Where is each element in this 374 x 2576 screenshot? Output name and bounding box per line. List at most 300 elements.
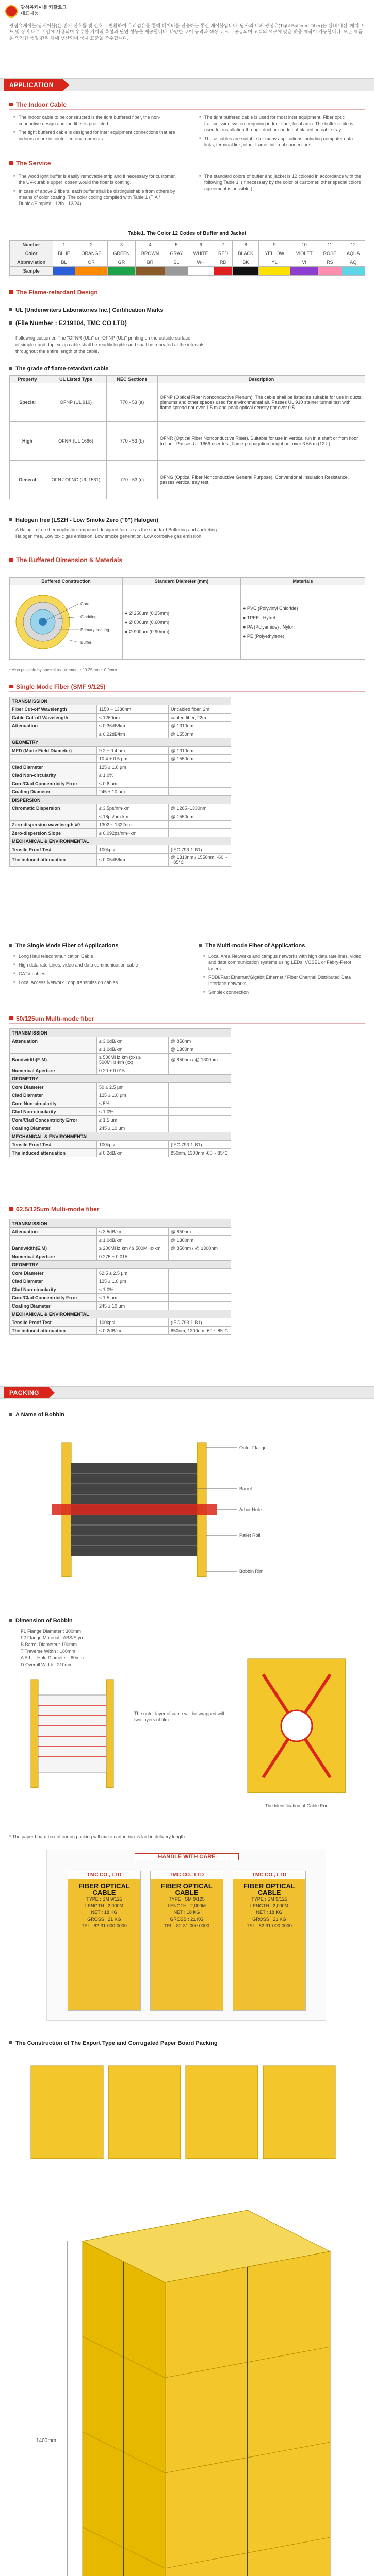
spec-row: [10, 1277, 231, 1285]
spec-row: [10, 705, 231, 714]
bobbin-label: Pallet Roll: [239, 1533, 261, 1538]
spec-cell: Uncabled fiber, 2m: [169, 705, 231, 714]
spec-cell: @ 850nm: [169, 1228, 231, 1236]
spec-group-row: [10, 1075, 231, 1083]
service-left-list: [13, 173, 178, 209]
handle-with-care: HANDLE WITH CARE: [135, 1853, 239, 1860]
spec-cell: ≤ 0.2dB/km: [97, 1327, 169, 1335]
grade-header: NEC Sections: [107, 376, 158, 383]
spec-row: [10, 1327, 231, 1335]
box-title: FIBER OPTICAL CABLE: [161, 1882, 213, 1896]
spec-cell: Tensile Proof Test: [10, 845, 97, 854]
spec-cell: Coating Diameter: [10, 1302, 97, 1310]
spec-row: [10, 714, 231, 722]
spec-cell: [169, 779, 231, 788]
spec-cell: Attenuation: [10, 1037, 97, 1045]
spec-cell: [169, 1252, 231, 1261]
spec-group-name: MECHANICAL & ENVIRONMENTAL: [10, 1310, 231, 1318]
row-label: Color: [10, 249, 53, 258]
halogen-line: A Halogen free thermoplastic compound designed for use as the standard Buffering and Jacketing.: [15, 527, 218, 532]
grade-header: Property: [10, 376, 45, 383]
color-cell: 1: [53, 241, 75, 249]
color-cell: RED: [214, 249, 233, 258]
indoor-item: ■ The indoor cable to be constructed is the tight buffered fiber, the non-conductive design and the fiber is protected.: [13, 114, 178, 127]
spec-group-row: [10, 796, 231, 804]
color-cell: RD: [214, 258, 233, 267]
spec-cell: Core/Clad Concentricity Error: [10, 1294, 97, 1302]
spec-row: [10, 1124, 231, 1132]
indoor-right-list: [199, 114, 364, 150]
spec-row: [10, 771, 231, 779]
color-cell: GRAY: [165, 249, 188, 258]
grade-cell: OFNP (Optical Fiber Nonconductive Plenum). The cable shall be listed as suitable for use in ducts, plenums and other spaces used for environmental air. Passes UL 910 steiner tunnel test with flame spread not over 1.5 m and peak optical density not over 0.5.: [158, 383, 365, 422]
spec-cell: Tensile Proof Test: [10, 1318, 97, 1327]
spec-cell: 50 ± 2.5 μm: [97, 1083, 169, 1091]
ul-line: of simplex and duplex zip cable shall be readily legible and shall be repeated at the intervals: [15, 342, 205, 347]
spec-row: [10, 1236, 231, 1244]
sm-app-item: ■ Local Access Network Loop transmission cables: [13, 979, 178, 986]
mm-app-item: ■ FDDI/Fast Ethernet/Gigabit Ethernet / Fiber Channel Distributed Data Interface networks: [203, 974, 363, 987]
carton-box: [68, 1871, 141, 2011]
spec-cell: 125 ± 1.0 μm: [97, 1091, 169, 1099]
spec-group-name: TRANSMISSION: [10, 1029, 231, 1037]
color-swatch: [135, 267, 165, 276]
spec-cell: [169, 1091, 231, 1099]
section-tag-packing: PACKING: [4, 1387, 48, 1398]
box-body: FIBER OPTICAL CABLE TYPE : SM 9/125 LENGTH : 2,000M NET : 18 KG GROSS : 21 KG TEL : 82-31-000-0000: [151, 1879, 223, 1933]
carton-drawing: [46, 1850, 326, 2021]
bobbin-title: A Name of Bobbin: [9, 1412, 64, 1418]
dims-header: Standard Diameter (mm): [123, 578, 241, 585]
color-cell: ORANGE: [75, 249, 107, 258]
spec-cell: Clad Diameter: [10, 763, 97, 771]
indoor-left-list: [13, 114, 178, 144]
box-head: TMC CO., LTD: [68, 1871, 140, 1879]
bobbin-dims-list: [21, 1628, 155, 1668]
brand-sub: 대표제품: [21, 11, 39, 16]
dims-material-cell: [241, 585, 365, 660]
spec-cell: Clad Non-circularity: [10, 771, 97, 779]
spec-group-name: MECHANICAL & ENVIRONMENTAL: [10, 837, 231, 845]
spec-cell: ≤ 5%: [97, 1099, 169, 1108]
color-cell: YL: [259, 258, 290, 267]
spec-cell: ≤ 1.5 μm: [97, 1294, 169, 1302]
spec-cell: @ 1310nm: [169, 722, 231, 730]
spec-cell: 0.20 ± 0.015: [97, 1066, 169, 1075]
color-cell: BL: [53, 258, 75, 267]
color-cell: BK: [233, 258, 259, 267]
mm62-title: 62.5/125um Multi-mode fiber: [9, 1206, 99, 1213]
dims-diameter: ● Ø 250μm (0.25mm): [125, 611, 170, 616]
spec-cell: [169, 1124, 231, 1132]
color-swatch: [259, 267, 290, 276]
grade-table-wrap: [9, 375, 365, 499]
layer-label: Cladding: [80, 615, 97, 619]
spec-cell: 1150 ~ 1330nm: [97, 705, 169, 714]
box-head: TMC CO., LTD: [151, 1871, 223, 1879]
spec-cell: [10, 755, 97, 763]
grade-cell: General: [10, 461, 45, 499]
spec-cell: 100kpsi: [97, 1141, 169, 1149]
dims-material: ● TPEE : Hytrel: [243, 615, 275, 620]
grade-cell: Special: [10, 383, 45, 422]
spec-row: [10, 1054, 231, 1066]
bobbin-photo-icon: [21, 1674, 124, 1793]
spec-cell: cabled fiber, 22m: [169, 714, 231, 722]
spec-row: [10, 1045, 231, 1054]
spec-cell: Tensile Proof Test: [10, 1141, 97, 1149]
spec-cell: @ 850nm: [169, 1037, 231, 1045]
sm-app-item: ■ High data rate Lines, video and data communication cable: [13, 962, 178, 968]
ul-title: UL (Underwriters Laboratories Inc.) Certification Marks: [9, 307, 163, 313]
color-code-table: [9, 240, 365, 276]
spec-row: [10, 1091, 231, 1099]
spec-row: [10, 763, 231, 771]
spec-cell: Clad Non-circularity: [10, 1108, 97, 1116]
spec-row: [10, 730, 231, 738]
spec-group-row: [10, 837, 231, 845]
spec-group-row: [10, 697, 231, 705]
dims-title: The Buffered Dimension & Materials: [9, 556, 122, 564]
spec-cell: 0.275 ± 0.015: [97, 1252, 169, 1261]
pallet-dim: 1400mm: [36, 2438, 56, 2444]
section-tag-application: APPLICATION: [4, 79, 63, 91]
spec-cell: Coating Diameter: [10, 788, 97, 796]
spec-cell: ≤ 3.5ps/nm·km: [97, 804, 169, 812]
spec-cell: 850nm, 1300nm -60 ~ 85°C: [169, 1149, 231, 1157]
dims-drawing-cell: [10, 585, 123, 660]
color-cell: VIOLET: [290, 249, 318, 258]
spec-cell: Bandwidth(E.M): [10, 1054, 97, 1066]
spec-row: [10, 1066, 231, 1075]
spec-cell: [169, 771, 231, 779]
spec-group-name: GEOMETRY: [10, 1075, 231, 1083]
spec-cell: [169, 1066, 231, 1075]
dims-diameter: ● Ø 600μm (0.60mm): [125, 620, 170, 625]
spec-row: [10, 1228, 231, 1236]
spec-cell: Coating Diameter: [10, 1124, 97, 1132]
dims-note-1: The outer layer of cable will be wrapped with two layers of film.: [134, 1711, 226, 1722]
spec-cell: 9.2 ± 0.4 μm: [97, 747, 169, 755]
indoor-item: ■ These cables are suitable for many applications including computer data links, terminal link, other frame, internal connections.: [199, 135, 364, 148]
mm50-title: 50/125um Multi-mode fiber: [9, 1015, 94, 1022]
color-cell: SL: [165, 258, 188, 267]
color-swatch: [75, 267, 107, 276]
color-cell: ROSE: [318, 249, 342, 258]
spec-cell: Clad Non-circularity: [10, 1285, 97, 1294]
spec-row: [10, 1318, 231, 1327]
spec-cell: [10, 1236, 97, 1244]
spec-cell: The induced attenuation: [10, 854, 97, 867]
color-swatch: [214, 267, 233, 276]
spec-row: [10, 1149, 231, 1157]
dims-diameter: ● Ø 900μm (0.90mm): [125, 629, 170, 634]
spec-cell: Attenuation: [10, 722, 97, 730]
spec-group-row: [10, 1029, 231, 1037]
spec-cell: ≤ 1.0dB/km: [97, 1045, 169, 1054]
color-cell: 4: [135, 241, 165, 249]
spec-group-row: [10, 1261, 231, 1269]
spec-cell: ≤ 1.5 μm: [97, 1116, 169, 1124]
spec-cell: 245 ± 10 μm: [97, 1302, 169, 1310]
color-cell: OR: [75, 258, 107, 267]
spec-cell: Zero-dispersion Slope: [10, 829, 97, 837]
color-cell: 3: [108, 241, 136, 249]
spec-cell: @ 1550nm: [169, 812, 231, 821]
layer-label: Primary coating: [80, 628, 109, 632]
bobbin-dim-row: F2 Flange Material : ABS/Styrol: [21, 1635, 86, 1640]
spec-cell: The induced attenuation: [10, 1149, 97, 1157]
mm62-spec-table: [9, 1219, 231, 1335]
spec-row: [10, 1285, 231, 1294]
sm-spec-table: [9, 697, 231, 867]
spec-cell: ≤ 0.36dB/km: [97, 722, 169, 730]
spec-cell: ≤ 1.0%: [97, 771, 169, 779]
color-cell: AQUA: [342, 249, 365, 258]
mm-apps-list: [203, 953, 363, 998]
color-cell: RS: [318, 258, 342, 267]
dims-note-2: The Identification of Cable End: [265, 1803, 329, 1808]
spec-cell: Core Diameter: [10, 1083, 97, 1091]
spec-row: [10, 1244, 231, 1252]
box-body: FIBER OPTICAL CABLE TYPE : SM 9/125 LENGTH : 2,000M NET : 18 KG GROSS : 21 KG TEL : 82-31-000-0000: [68, 1879, 140, 1933]
cable-end-label-icon: [242, 1654, 351, 1798]
spec-cell: [169, 763, 231, 771]
grade-cell: 770 - 53 (c): [107, 461, 158, 499]
pallet-drawing: [21, 2056, 351, 2576]
grade-row: [10, 383, 365, 422]
spec-cell: MFD (Mode Field Diameter): [10, 747, 97, 755]
spec-row: [10, 1141, 231, 1149]
spec-cell: (IEC 793-1-B1): [169, 845, 231, 854]
spec-cell: Core Diameter: [10, 1269, 97, 1277]
spec-cell: ≤ 0.22dB/km: [97, 730, 169, 738]
service-right-list: [199, 173, 364, 194]
spec-cell: Numerical Aperture: [10, 1252, 97, 1261]
spec-group-name: TRANSMISSION: [10, 1219, 231, 1228]
dims-material: ● PA (Polyamide) : Nylon: [243, 624, 295, 630]
section-bar-packing: [0, 1386, 374, 1399]
mm-app-item: ■ Simplex connection: [203, 989, 363, 995]
halogen-text: [15, 527, 366, 540]
spec-cell: @ 1285~1330nm: [169, 804, 231, 812]
color-swatch: [290, 267, 318, 276]
spec-cell: @ 1550nm: [169, 755, 231, 763]
spec-cell: ≤ 1.0dB/km: [97, 1236, 169, 1244]
color-cell: GREEN: [108, 249, 136, 258]
spec-row: [10, 788, 231, 796]
spec-cell: Chromatic Dispersion: [10, 804, 97, 812]
spec-row: [10, 1083, 231, 1091]
carton-box: [233, 1871, 306, 2011]
layer-label: Core: [80, 602, 90, 606]
color-swatch: [165, 267, 188, 276]
service-title: The Service: [9, 160, 51, 167]
spec-cell: @ 1300nm: [169, 1045, 231, 1054]
mm-apps-title: The Multi-mode Fiber of Applications: [199, 943, 305, 949]
row-label: Sample: [10, 267, 53, 276]
bobbin-dim-row: A Arbor Hole Diameter : 60mm: [21, 1655, 84, 1660]
spec-cell: ≤ 1260nm: [97, 714, 169, 722]
service-item: ■ The wood ignit buffer is easily removable strip and if necessary for customer, the UV-curable upper loosen would the fiber is coating.: [13, 173, 178, 185]
spec-cell: Bandwidth(E.M): [10, 1244, 97, 1252]
spec-cell: ≤ 3.5dB/km: [97, 1228, 169, 1236]
dims-header: Materials: [241, 578, 365, 585]
grade-cell: OFN / OFNG (UL 1581): [45, 461, 107, 499]
spec-cell: 850nm, 1300nm -60 ~ 85°C: [169, 1327, 231, 1335]
color-swatch: [233, 267, 259, 276]
spec-cell: Numerical Aperture: [10, 1066, 97, 1075]
spec-cell: Fiber Cut-off Wavelength: [10, 705, 97, 714]
layer-label: Buffer: [80, 640, 92, 645]
spec-row: [10, 1116, 231, 1124]
spec-cell: @ 1310nm / 1550nm, -60 ~ +85°C: [169, 854, 231, 867]
color-swatch: [53, 267, 75, 276]
color-cell: YELLOW: [259, 249, 290, 258]
color-cell: 6: [188, 241, 214, 249]
spec-cell: [169, 1099, 231, 1108]
spec-cell: ≤ 3.0dB/km: [97, 1037, 169, 1045]
spec-cell: (IEC 793-1-B1): [169, 1141, 231, 1149]
color-cell: VI: [290, 258, 318, 267]
spec-cell: [169, 1285, 231, 1294]
spec-cell: ≤ 18ps/nm·km: [97, 812, 169, 821]
color-cell: 10: [290, 241, 318, 249]
bobbin-drawing: [41, 1432, 279, 1587]
flame-title: The Flame-retardant Design: [9, 289, 98, 296]
spec-cell: ≥ 500MHz·km (xx) ≥ 500MHz·km (xx): [97, 1054, 169, 1066]
spec-cell: Clad Diameter: [10, 1091, 97, 1099]
spec-cell: ≤ 0.092ps/nm²·km: [97, 829, 169, 837]
color-cell: 8: [233, 241, 259, 249]
color-cell: 11: [318, 241, 342, 249]
intro-paragraph: 광섬유케이블(광케이블)은 전기 신호를 빛 신호로 변환하여 유리섬유를 통해 데이터를 전송하는 통신 케이블입니다. 당사의 버퍼 광섬유(Tight Buffered Fiber)는 실내 배선, 패치코드 및 장비 내부 배선에 사용되며 우수한 기계적 특성과 난연 성능을 제공합니다. 다양한 코어 규격과 색상 코드로 공급되며 고객의 요구에 맞춘 맞춤 제작이 가능합니다. 모든 제품은 엄격한 품질 관리 하에 생산되며 국제 표준을 준수합니다.: [9, 23, 364, 41]
spec-cell: Attenuation: [10, 1228, 97, 1236]
spec-cell: 62.5 ± 2.5 μm: [97, 1269, 169, 1277]
grade-row: [10, 461, 365, 499]
indoor-title: The Indoor Cable: [9, 101, 67, 108]
spec-cell: 125 ± 1.0 μm: [97, 1277, 169, 1285]
grade-cell: High: [10, 422, 45, 461]
spec-row: [10, 1037, 231, 1045]
spec-cell: ≤ 1.0%: [97, 1285, 169, 1294]
spec-cell: (IEC 793-1-B1): [169, 1318, 231, 1327]
spec-cell: 100kpsi: [97, 1318, 169, 1327]
dims-material: ● PVC (Polyvinyl Chloride): [243, 606, 298, 611]
spec-cell: [169, 1294, 231, 1302]
color-cell: AQ: [342, 258, 365, 267]
spec-group-row: [10, 738, 231, 747]
bobbin-dim-row: B Barrel Diameter : 190mm: [21, 1642, 77, 1647]
spec-group-name: GEOMETRY: [10, 1261, 231, 1269]
spec-cell: ≥ 200MHz·km / ≥ 500MHz·km: [97, 1244, 169, 1252]
row-label: Abbreviation: [10, 258, 53, 267]
spec-row: [10, 1269, 231, 1277]
spec-row: [10, 1108, 231, 1116]
bobbin-icon: [41, 1432, 279, 1587]
spec-cell: [169, 1108, 231, 1116]
company-logo-icon: [5, 5, 18, 18]
spec-cell: [169, 1302, 231, 1310]
bobbin-dim-row: F1 Flange Diameter : 300mm: [21, 1629, 82, 1634]
color-swatch: [108, 267, 136, 276]
dims-table: [9, 577, 365, 660]
box-title: FIBER OPTICAL CABLE: [243, 1882, 295, 1896]
mm-app-item: ■ Local Area Networks and campus networks with high data rate lines, video and data communication systems using LEDs, VCSEL or Fabry-Perot lasers: [203, 953, 363, 972]
spec-cell: [169, 1083, 231, 1091]
color-cell: BR: [135, 258, 165, 267]
fiber-cross-section-icon: [12, 588, 115, 655]
spec-row: [10, 1294, 231, 1302]
spec-group-row: [10, 1310, 231, 1318]
spec-cell: [169, 788, 231, 796]
service-item: ■ In case of above 2 fibers, each buffer shall be distinguishable from others by means of color coating. The color coding complied with Table 1 (TIA / Duplex/Simplex - 12fb - 12/24).: [13, 188, 178, 207]
bobbin-label: Barrel: [239, 1486, 252, 1492]
bobbin-drawing-2: [21, 1674, 124, 1793]
spec-row: [10, 722, 231, 730]
spec-group-name: GEOMETRY: [10, 738, 231, 747]
spec-row: [10, 845, 231, 854]
top-intro: [0, 0, 374, 58]
sm-apps-title: The Single Mode Fiber of Applications: [9, 943, 118, 949]
spec-row: [10, 854, 231, 867]
spec-cell: Zero-dispersion wavelength λ0: [10, 821, 97, 829]
ul-line: throughout the entire length of the cable.: [15, 349, 99, 354]
box-head: TMC CO., LTD: [233, 1871, 305, 1879]
color-swatch: [188, 267, 214, 276]
color-cell: GR: [108, 258, 136, 267]
color-cell: BLUE: [53, 249, 75, 258]
row-label: Number: [10, 241, 53, 249]
dims-note: * Also possible by special requirement of 0.25mm ~ 0.9mm: [9, 668, 117, 672]
grade-title: The grade of flame-retardant cable: [9, 366, 108, 372]
bobbin-dim-row: T Traverse Width : 180mm: [21, 1649, 75, 1654]
grade-table: [9, 375, 365, 499]
sm-apps-list: [13, 953, 178, 988]
spec-cell: [10, 730, 97, 738]
grade-header: UL Listed Type: [45, 376, 107, 383]
color-cell: 12: [342, 241, 365, 249]
halogen-line: Halogen free, Low toxic gas emission, Low smoke generation, Low corrosive gas emission.: [15, 534, 203, 539]
spec-row: [10, 812, 231, 821]
spec-cell: ≤ 0.2dB/km: [97, 1149, 169, 1157]
grade-header: Description: [158, 376, 365, 383]
color-cell: BROWN: [135, 249, 165, 258]
ul-line: Following customer, The "OFNR (UL)" or "OFNP (UL)" printing on the outside surface: [15, 335, 191, 341]
bobbin-label: Bobbin Rim: [239, 1569, 264, 1574]
pallet-title: The Construction of The Export Type and Corrugated Paper Board Packing: [9, 2040, 218, 2046]
grade-cell: OFNR (UL 1666): [45, 422, 107, 461]
pallet-icon: [21, 2056, 351, 2576]
spec-cell: The induced attenuation: [10, 1327, 97, 1335]
carton-box: [150, 1871, 223, 2011]
spec-cell: 100kpsi: [97, 845, 169, 854]
bobbin-label: Arbor Hole: [239, 1507, 262, 1512]
spec-row: [10, 779, 231, 788]
grade-cell: OFNR (Optical Fiber Nonconductive Riser). Suitable for use in vertical run in a shaft or from floor to floor. Passes UL 1666 riser test, flame propagation height not over 3.66 m (12 ft).: [158, 422, 365, 461]
box-body: FIBER OPTICAL CABLE TYPE : SM 9/125 LENGTH : 2,000M NET : 18 KG GROSS : 21 KG TEL : 82-31-000-0000: [233, 1879, 305, 1933]
bobbin-dim-row: D Overall Width : 210mm: [21, 1662, 73, 1667]
color-cell: WHITE: [188, 249, 214, 258]
service-item: ■ The standard colors of buffer and jacket is 12 colored in accordance with the following Table 1. (If necessary by the color of customer, other special colors agreement is possible.): [199, 173, 364, 192]
spec-cell: [169, 829, 231, 837]
spec-row: [10, 755, 231, 763]
spec-group-name: MECHANICAL & ENVIRONMENTAL: [10, 1132, 231, 1141]
spec-row: [10, 829, 231, 837]
spec-cell: ≤ 0.6 μm: [97, 779, 169, 788]
sm-app-item: ■ CATV cables: [13, 971, 178, 977]
spec-group-name: TRANSMISSION: [10, 697, 231, 705]
